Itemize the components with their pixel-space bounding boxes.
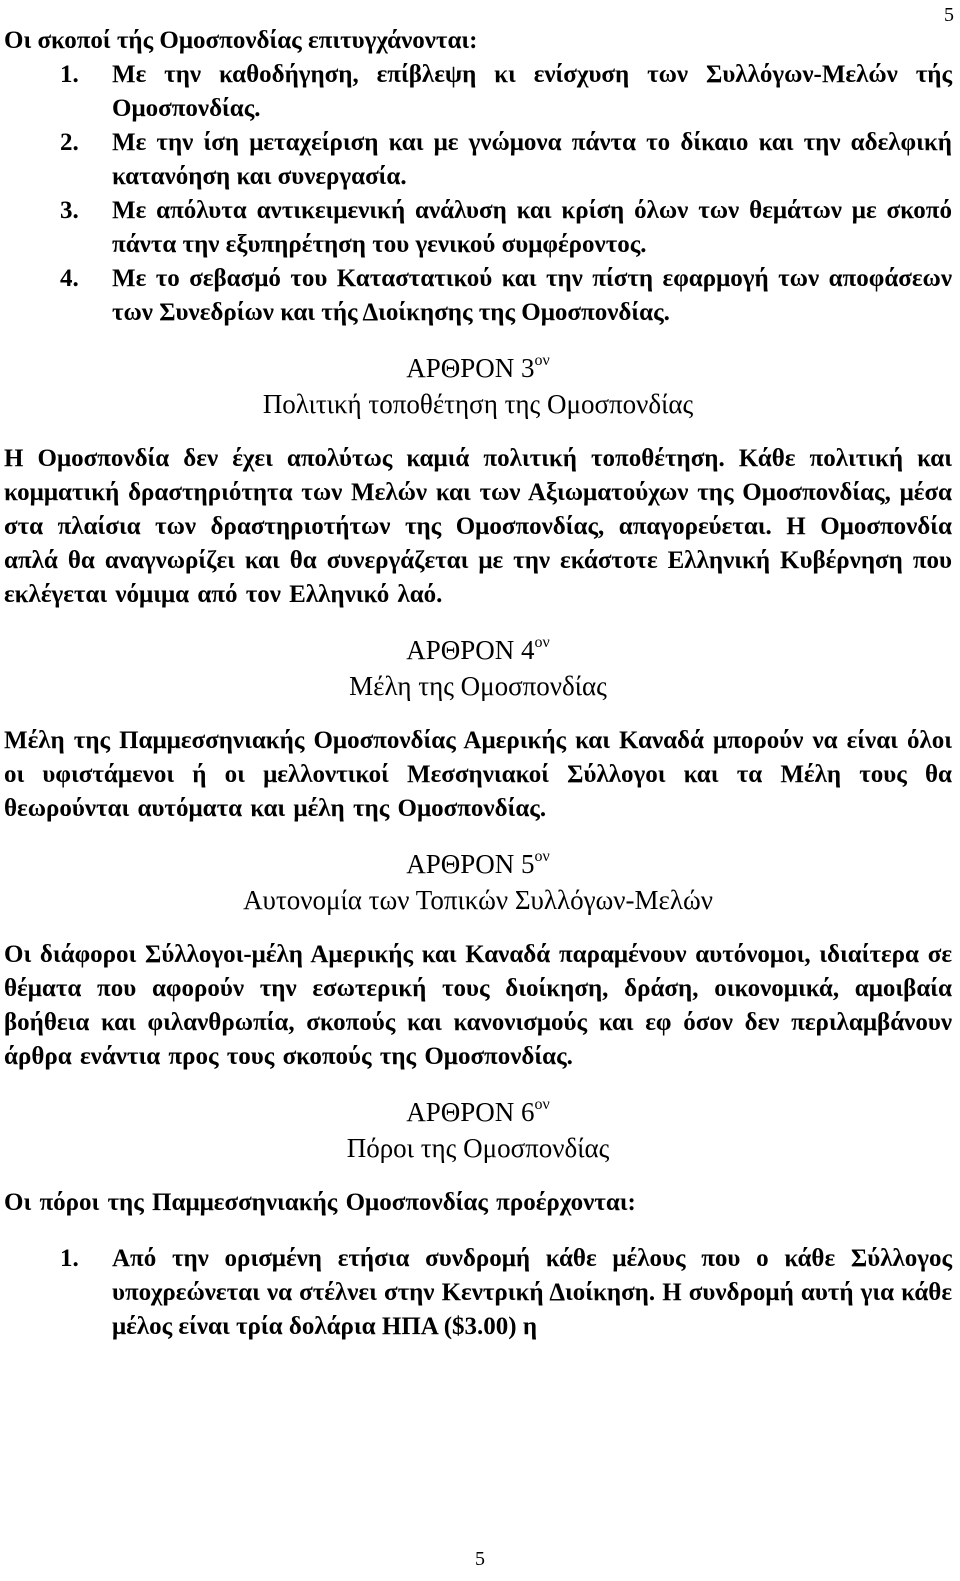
article-4-heading-sup: ον — [534, 634, 550, 651]
list-item — [4, 262, 952, 330]
article-5-heading — [4, 846, 952, 882]
list-item — [4, 126, 952, 194]
article-4-text: Μέλη της Παμμεσσηνιακής Ομοσπονδίας Αμερικής και Καναδά μπορούν να είναι όλοι οι υφιστάμενοι ή οι μελλοντικοί Μεσσηνιακοί Σύλλογοι και τα Μέλη τους θα θεωρούνται αυτόματα και μέλη της Ομοσπονδίας. — [4, 727, 952, 822]
list-item — [4, 194, 952, 262]
list-item-number: 2. — [60, 129, 79, 156]
list-item-text: Με απόλυτα αντικειμενική ανάλυση και κρίση όλων των θεμάτων με σκοπό πάντα την εξυπηρέτηση του γενικού συμφέροντος. — [112, 197, 952, 258]
list-item-number: 1. — [60, 61, 79, 88]
resources-list — [4, 1242, 952, 1344]
goals-list — [4, 58, 952, 330]
article-6-heading-sup: ον — [534, 1096, 550, 1113]
article-5-text: Οι διάφοροι Σύλλογοι-μέλη Αμερικής και Καναδά παραμένουν αυτόνομοι, ιδιαίτερα σε θέματα που αφορούν την εσωτερική τους διοίκηση, δράση, οικονομικά, αμοιβαία βοήθεια και φιλανθρωπία, σκοπούς και κανονισμούς και εφ όσον δεν περιλαμβάνουν άρθρα ενάντια προς τους σκοπούς της Ομοσπονδίας. — [4, 941, 952, 1070]
article-6-heading-text: ΑΡΘΡΟΝ 6 — [406, 1097, 535, 1127]
article-5-subtitle: Αυτονομία των Τοπικών Συλλόγων-Μελών — [243, 885, 713, 915]
goals-intro: Οι σκοποί τής Ομοσπονδίας επιτυγχάνονται: — [4, 27, 478, 54]
list-item-text: Από την ορισμένη ετήσια συνδρομή κάθε μέλους που ο κάθε Σύλλογος υποχρεώνεται να στέλνει στην Κεντρική Διοίκηση. Η συνδρομή αυτή για κάθε μέλος είναι τρία δολάρια ΗΠΑ ($3.00) η — [112, 1245, 952, 1340]
article-4-heading — [4, 632, 952, 668]
article-3-subtitle: Πολιτική τοποθέτηση της Ομοσπονδίας — [262, 389, 694, 419]
list-item-text: Με το σεβασμό του Καταστατικού και την πίστη εφαρμογή των αποφάσεων των Συνεδρίων και τής Διοίκησης της Ομοσπονδίας. — [112, 265, 952, 326]
article-3-text — [4, 442, 952, 612]
article-4-subtitle: Μέλη της Ομοσπονδίας — [349, 671, 607, 701]
list-item — [4, 58, 952, 126]
page-number-bottom: 5 — [475, 1548, 485, 1570]
article-4-heading-text: ΑΡΘΡΟΝ 4 — [406, 635, 535, 665]
list-item-number: 4. — [60, 265, 79, 292]
article-3-heading — [4, 350, 952, 386]
list-item-number: 3. — [60, 197, 79, 224]
page-number-top: 5 — [944, 4, 954, 26]
article-3-text-part-1: Η Ομοσπονδία δεν έχει απολύτως καμιά πολιτική τοποθέτηση. Κάθε πολιτική και κομματική δραστηριότητα των Μελών και των Αξιωματούχων της Ομοσπονδίας, μέσα στα πλαίσια των δραστηριοτήτων της Ομοσπονδίας, απαγορεύεται. — [4, 445, 952, 540]
page-content — [4, 24, 952, 1344]
article-5-heading-sup: ον — [534, 848, 550, 865]
list-item — [4, 1242, 952, 1344]
article-5-heading-text: ΑΡΘΡΟΝ 5 — [406, 849, 535, 879]
list-item-text: Με την ίση μεταχείριση και με γνώμονα πάντα το δίκαιο και την αδελφική κατανόηση και συνεργασία. — [112, 129, 952, 190]
article-6-heading — [4, 1094, 952, 1130]
list-item-number: 1. — [60, 1245, 79, 1272]
article-6-subtitle: Πόροι της Ομοσπονδίας — [346, 1133, 610, 1163]
article-6-intro: Οι πόροι της Παμμεσσηνιακής Ομοσπονδίας προέρχονται: — [4, 1189, 636, 1216]
article-3-heading-sup: ον — [534, 352, 550, 369]
article-3-heading-text: ΑΡΘΡΟΝ 3 — [406, 353, 535, 383]
article-3-text-part-2: Η Ομοσπονδία απλά θα αναγνωρίζει και θα συνεργάζεται με την εκάστοτε Ελληνική Κυβέρνηση που εκλέγεται νόμιμα από τον Ελληνικό λαό. — [4, 513, 952, 608]
list-item-text: Με την καθοδήγηση, επίβλεψη κι ενίσχυση των Συλλόγων-Μελών τής Ομοσπονδίας. — [112, 61, 952, 122]
